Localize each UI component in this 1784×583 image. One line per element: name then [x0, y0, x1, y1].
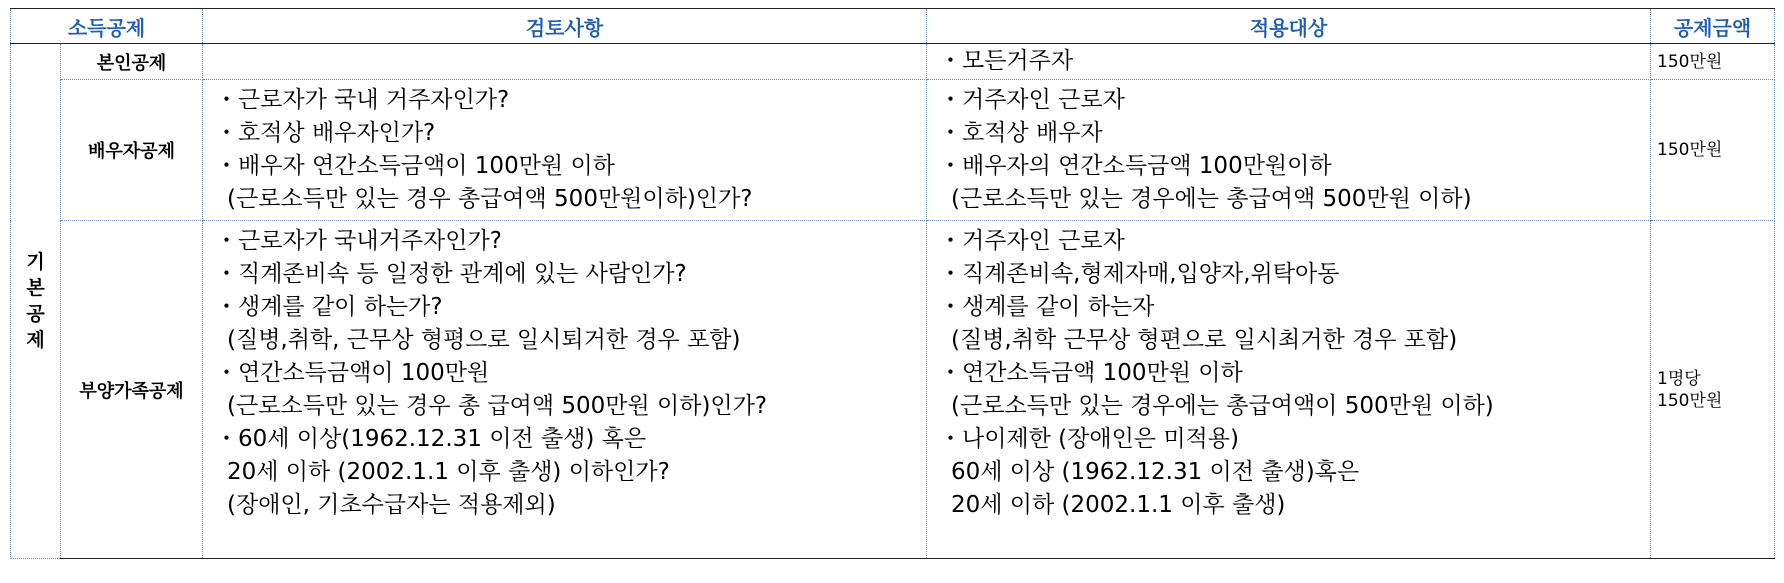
row-dependent-amount: 1명당 150만원: [1651, 221, 1775, 559]
group-basic-deduction: 기 본 공 제: [11, 44, 61, 559]
row-dependent-target: ・거주자인 근로자 ・직계존비속,형제자매,입양자,위탁아동 ・생계를 같이 하는자 (질병,취학 근무상 형편으로 일시최거한 경우 포함) ・연간소득금액 100만원 이하 (근로소득만 있는 경우에는 총급여액이 500만원 이하) ・나이제한 (장애인은 미적용) 60세 이상 (1962.12.31 이전 출생)혹은 20세 이하 (2002.1.1 이후 출생): [927, 221, 1651, 559]
header-row: [11, 9, 1775, 44]
row-self-target: ・모든거주자: [927, 44, 1651, 80]
row-self-check: [203, 44, 927, 80]
deduction-table: [10, 8, 1775, 559]
row-spouse-check: ・근로자가 국내 거주자인가? ・호적상 배우자인가? ・배우자 연간소득금액이 100만원 이하 (근로소득만 있는 경우 총급여액 500만원이하)인가?: [203, 80, 927, 221]
row-spouse: [11, 80, 1775, 221]
row-dependent: [11, 221, 1775, 559]
header-deduction: 소득공제: [11, 9, 203, 44]
row-self: [11, 44, 1775, 80]
row-spouse-target: ・거주자인 근로자 ・호적상 배우자 ・배우자의 연간소득금액 100만원이하 (근로소득만 있는 경우에는 총급여액 500만원 이하): [927, 80, 1651, 221]
header-review: 검토사항: [203, 9, 927, 44]
row-self-amount: 150만원: [1651, 44, 1775, 80]
row-spouse-name: 배우자공제: [61, 80, 203, 221]
header-amount: 공제금액: [1651, 9, 1775, 44]
row-spouse-amount: 150만원: [1651, 80, 1775, 221]
row-dependent-name: 부양가족공제: [61, 221, 203, 559]
header-target: 적용대상: [927, 9, 1651, 44]
row-dependent-check: ・근로자가 국내거주자인가? ・직계존비속 등 일정한 관계에 있는 사람인가? ・생계를 같이 하는가? (질병,취학, 근무상 형평으로 일시퇴거한 경우 포함) ・연간소득금액이 100만원 (근로소득만 있는 경우 총 급여액 500만원 이하)인가? ・60세 이상(1962.12.31 이전 출생) 혹은 20세 이하 (2002.1.1 이후 출생) 이하인가? (장애인, 기초수급자는 적용제외): [203, 221, 927, 559]
row-self-name: 본인공제: [61, 44, 203, 80]
